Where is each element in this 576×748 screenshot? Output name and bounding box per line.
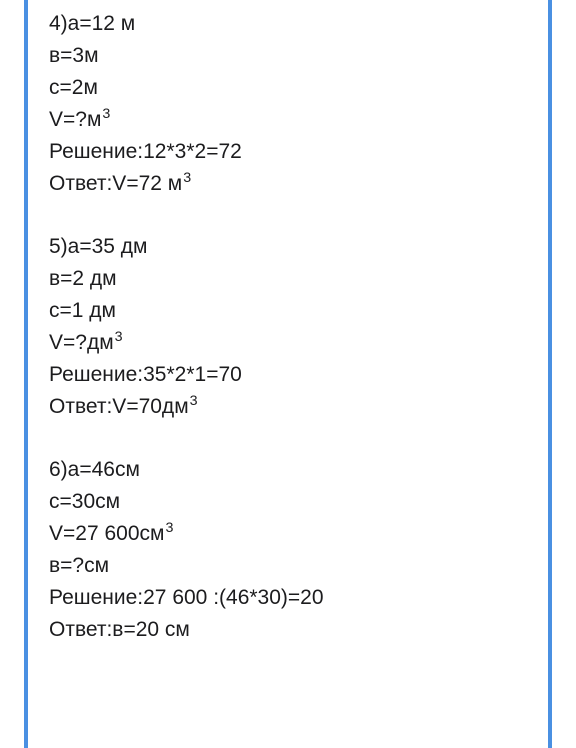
superscript: 3 [165, 520, 174, 537]
problem-line [49, 550, 536, 582]
line-text: 4)а=12 м [49, 12, 136, 35]
problem-5 [49, 231, 536, 423]
line-text: Решение:27 600 :(46*30)=20 [49, 586, 324, 609]
solutions-content [49, 8, 536, 646]
answer-line [49, 168, 536, 200]
problem-line [49, 40, 536, 72]
problem-line [49, 518, 536, 550]
superscript: 3 [183, 170, 192, 187]
problem-line [49, 231, 536, 263]
solution-line [49, 359, 536, 391]
problem-line [49, 8, 536, 40]
line-text: Ответ:V=70дм [49, 395, 189, 418]
line-text: с=1 дм [49, 299, 116, 322]
line-text: Решение:35*2*1=70 [49, 363, 242, 386]
line-text: с=2м [49, 76, 98, 99]
problem-line [49, 295, 536, 327]
superscript: 3 [102, 106, 111, 123]
problem-line [49, 263, 536, 295]
solution-line [49, 136, 536, 168]
line-text: в=?см [49, 554, 110, 577]
superscript: 3 [189, 393, 198, 410]
problem-line [49, 486, 536, 518]
line-text: Решение:12*3*2=72 [49, 140, 242, 163]
problem-line [49, 72, 536, 104]
problem-line [49, 104, 536, 136]
answer-line [49, 391, 536, 423]
superscript: 3 [114, 329, 123, 346]
solution-line [49, 582, 536, 614]
line-text: V=?дм [49, 331, 114, 354]
problem-line [49, 454, 536, 486]
line-text: 5)а=35 дм [49, 235, 148, 258]
line-text: 6)а=46см [49, 458, 140, 481]
line-text: в=2 дм [49, 267, 117, 290]
answer-line [49, 614, 536, 646]
line-text: Ответ:в=20 см [49, 618, 190, 641]
line-text: Ответ:V=72 м [49, 172, 183, 195]
problem-4 [49, 8, 536, 200]
line-text: V=27 600см [49, 522, 165, 545]
line-text: в=3м [49, 44, 99, 67]
page-border-right [548, 0, 552, 748]
problem-6 [49, 454, 536, 646]
problem-line [49, 327, 536, 359]
line-text: с=30см [49, 490, 121, 513]
page-border-left [24, 0, 28, 748]
line-text: V=?м [49, 108, 102, 131]
